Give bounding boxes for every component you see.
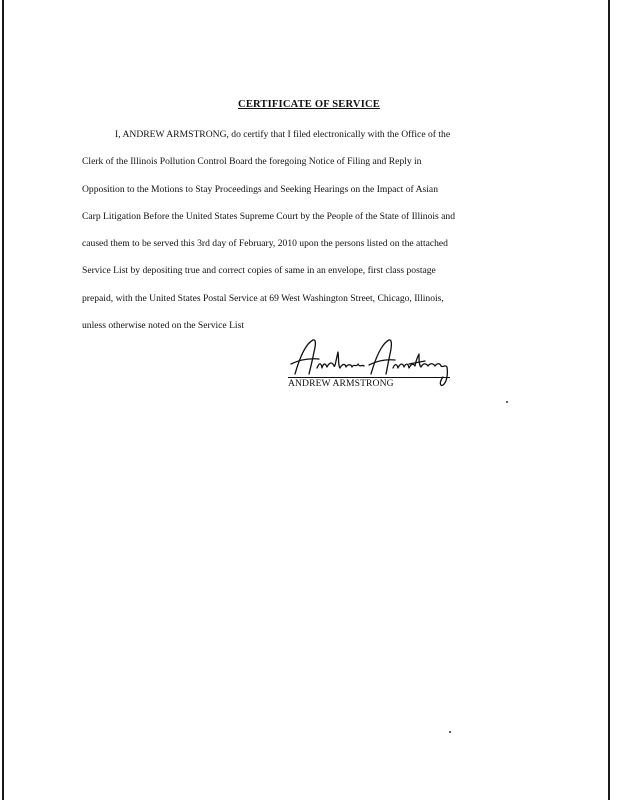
paragraph-line: unless otherwise noted on the Service List	[82, 320, 244, 332]
certificate-paragraph	[82, 121, 544, 339]
paragraph-line: Service List by depositing true and correct copies of same in an envelope, first class postage	[82, 265, 436, 277]
document-title: CERTIFICATE OF SERVICE	[238, 99, 380, 110]
paragraph-line: caused them to be served this 3rd day of February, 2010 upon the persons listed on the attached	[82, 238, 448, 250]
paragraph-line: Clerk of the Illinois Pollution Control Board the foregoing Notice of Filing and Reply in	[82, 156, 422, 168]
paragraph-line: I, ANDREW ARMSTRONG, do certify that I filed electronically with the Office of the	[115, 129, 451, 140]
paragraph-line: Carp Litigation Before the United States Supreme Court by the People of the State of Illinois and	[82, 210, 456, 222]
scan-edge-right	[608, 0, 610, 800]
paragraph-line: Opposition to the Motions to Stay Proceedings and Seeking Hearings on the Impact of Asian	[82, 183, 438, 195]
scan-edge-left	[2, 0, 4, 800]
signer-printed-name: ANDREW ARMSTRONG	[288, 378, 394, 389]
scan-speck	[506, 401, 508, 403]
scan-speck	[449, 731, 451, 733]
paragraph-line: prepaid, with the United States Postal Service at 69 West Washington Street, Chicago, Illinois,	[82, 292, 444, 304]
